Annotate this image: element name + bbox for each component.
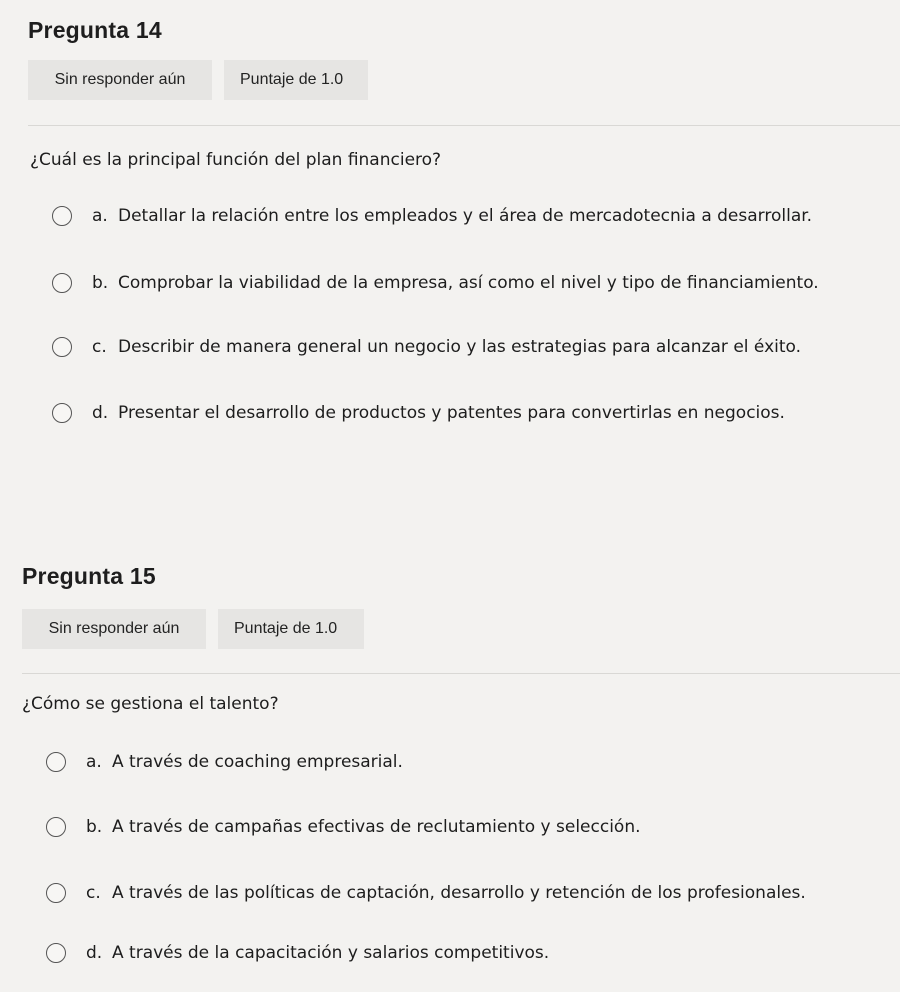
question-14-score: Puntaje de 1.0 — [224, 60, 368, 100]
radio-button[interactable] — [52, 403, 72, 423]
option-text: Comprobar la viabilidad de la empresa, así como el nivel y tipo de financiamiento. — [118, 273, 819, 293]
radio-button[interactable] — [46, 817, 66, 837]
option-letter: a. — [86, 752, 102, 772]
option-letter: c. — [86, 883, 101, 903]
question-14-divider — [28, 125, 900, 126]
option-text: Describir de manera general un negocio y las estrategias para alcanzar el éxito. — [118, 337, 802, 357]
radio-button[interactable] — [46, 752, 66, 772]
question-15-info — [22, 609, 376, 649]
question-14-text: ¿Cuál es la principal función del plan financiero? — [30, 150, 442, 170]
option-letter: b. — [92, 273, 109, 293]
question-15-title: Pregunta 15 — [22, 563, 156, 589]
question-15-option-c[interactable] — [46, 883, 806, 903]
question-15-status: Sin responder aún — [22, 609, 206, 649]
question-15-score: Puntaje de 1.0 — [218, 609, 364, 649]
question-15-text: ¿Cómo se gestiona el talento? — [22, 694, 279, 714]
radio-button[interactable] — [52, 273, 72, 293]
radio-button[interactable] — [52, 206, 72, 226]
option-letter: d. — [86, 943, 103, 963]
radio-button[interactable] — [52, 337, 72, 357]
option-letter: b. — [86, 817, 103, 837]
radio-button[interactable] — [46, 943, 66, 963]
question-14-info — [28, 60, 380, 100]
question-14-status: Sin responder aún — [28, 60, 212, 100]
question-15-option-a[interactable] — [46, 752, 403, 772]
question-15-option-b[interactable] — [46, 817, 641, 837]
option-text: Presentar el desarrollo de productos y patentes para convertirlas en negocios. — [118, 403, 785, 423]
option-text: A través de las políticas de captación, desarrollo y retención de los profesionales. — [112, 883, 806, 903]
question-14-title: Pregunta 14 — [28, 17, 162, 43]
option-text: A través de campañas efectivas de reclutamiento y selección. — [112, 817, 641, 837]
option-text: A través de coaching empresarial. — [112, 752, 403, 772]
question-14-option-d[interactable] — [52, 403, 785, 423]
question-15-option-d[interactable] — [46, 943, 549, 963]
question-14-option-c[interactable] — [52, 337, 801, 357]
question-14-option-b[interactable] — [52, 273, 819, 293]
option-letter: a. — [92, 206, 108, 226]
question-14-option-a[interactable] — [52, 206, 812, 226]
option-text: Detallar la relación entre los empleados y el área de mercadotecnia a desarrollar. — [118, 206, 813, 226]
radio-button[interactable] — [46, 883, 66, 903]
option-letter: c. — [92, 337, 107, 357]
option-letter: d. — [92, 403, 109, 423]
question-15-divider — [22, 673, 900, 674]
option-text: A través de la capacitación y salarios competitivos. — [112, 943, 550, 963]
